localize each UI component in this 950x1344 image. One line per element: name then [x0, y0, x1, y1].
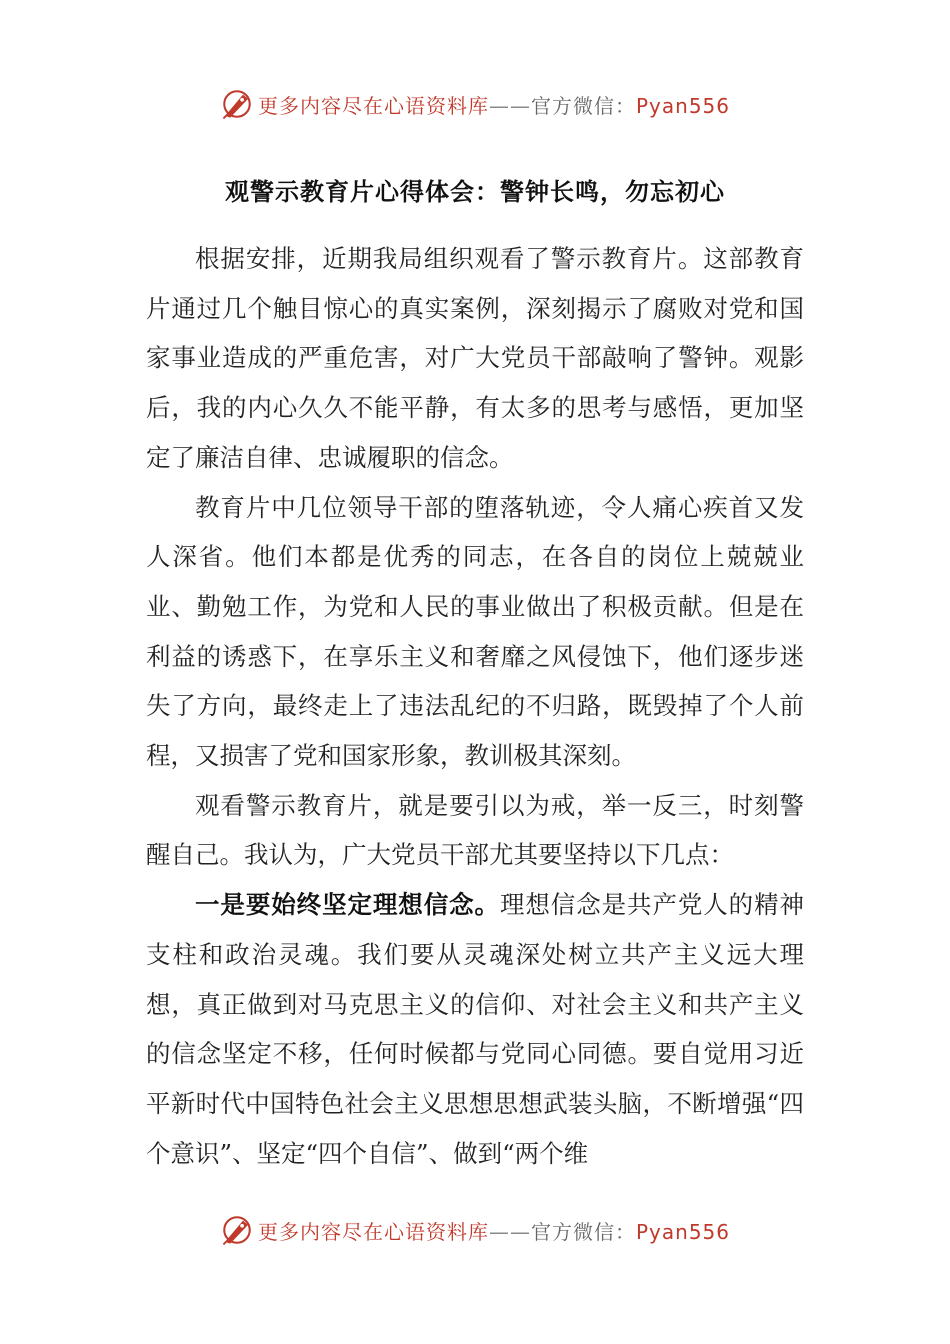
banner-wechat-label: 官方微信：: [530, 93, 636, 118]
footer-separator: ——: [488, 1219, 531, 1244]
point-1-text: 理想信念是共产党人的精神支柱和政治灵魂。我们要从灵魂深处树立共产主义远大理想，真正做到对马克思主义的信仰、对社会主义和共产主义的信念坚定不移，任何时候都与党同心同德。要自觉用习近平新时代中国特色社会主义思想思想武装头脑，不断增强“四个意识”、坚定“四个自信”、做到“两个维: [146, 890, 805, 1168]
point-1-paragraph: [146, 880, 804, 1178]
pen-nib-logo-icon: [220, 87, 254, 121]
banner-site-text: 更多内容尽在心语资料库: [257, 93, 489, 118]
document-body: [146, 234, 804, 1178]
banner-wechat-id: Pyan556: [635, 93, 730, 118]
footer-site-text: 更多内容尽在心语资料库: [257, 1219, 489, 1244]
document-title: 观警示教育片心得体会：警钟长鸣，勿忘初心: [225, 177, 725, 206]
header-banner: [0, 84, 950, 124]
footer-wechat-label: 官方微信：: [530, 1219, 636, 1244]
footer-wechat-id: Pyan556: [635, 1219, 730, 1244]
paragraph-3: 观看警示教育片，就是要引以为戒，举一反三，时刻警醒自己。我认为，广大党员干部尤其要坚持以下几点：: [146, 790, 804, 870]
banner-separator: ——: [488, 93, 531, 118]
paragraph-2: 教育片中几位领导干部的堕落轨迹，令人痛心疾首又发人深省。他们本都是优秀的同志，在各自的岗位上兢兢业业、勤勉工作，为党和人民的事业做出了积极贡献。但是在利益的诱惑下，在享乐主义和奢靡之风侵蚀下，他们逐步迷失了方向，最终走上了违法乱纪的不归路，既毁掉了个人前程，又损害了党和国家形象，教训极其深刻。: [146, 492, 804, 771]
footer-banner: [0, 1210, 950, 1250]
point-1-heading: 一是要始终坚定理想信念。: [195, 890, 500, 920]
paragraph-1: 根据安排，近期我局组织观看了警示教育片。这部教育片通过几个触目惊心的真实案例，深刻揭示了腐败对党和国家事业造成的严重危害，对广大党员干部敲响了警钟。观影后，我的内心久久不能平静，有太多的思考与感悟，更加坚定了廉洁自律、忠诚履职的信念。: [146, 244, 804, 472]
pen-nib-logo-icon: [220, 1213, 254, 1247]
